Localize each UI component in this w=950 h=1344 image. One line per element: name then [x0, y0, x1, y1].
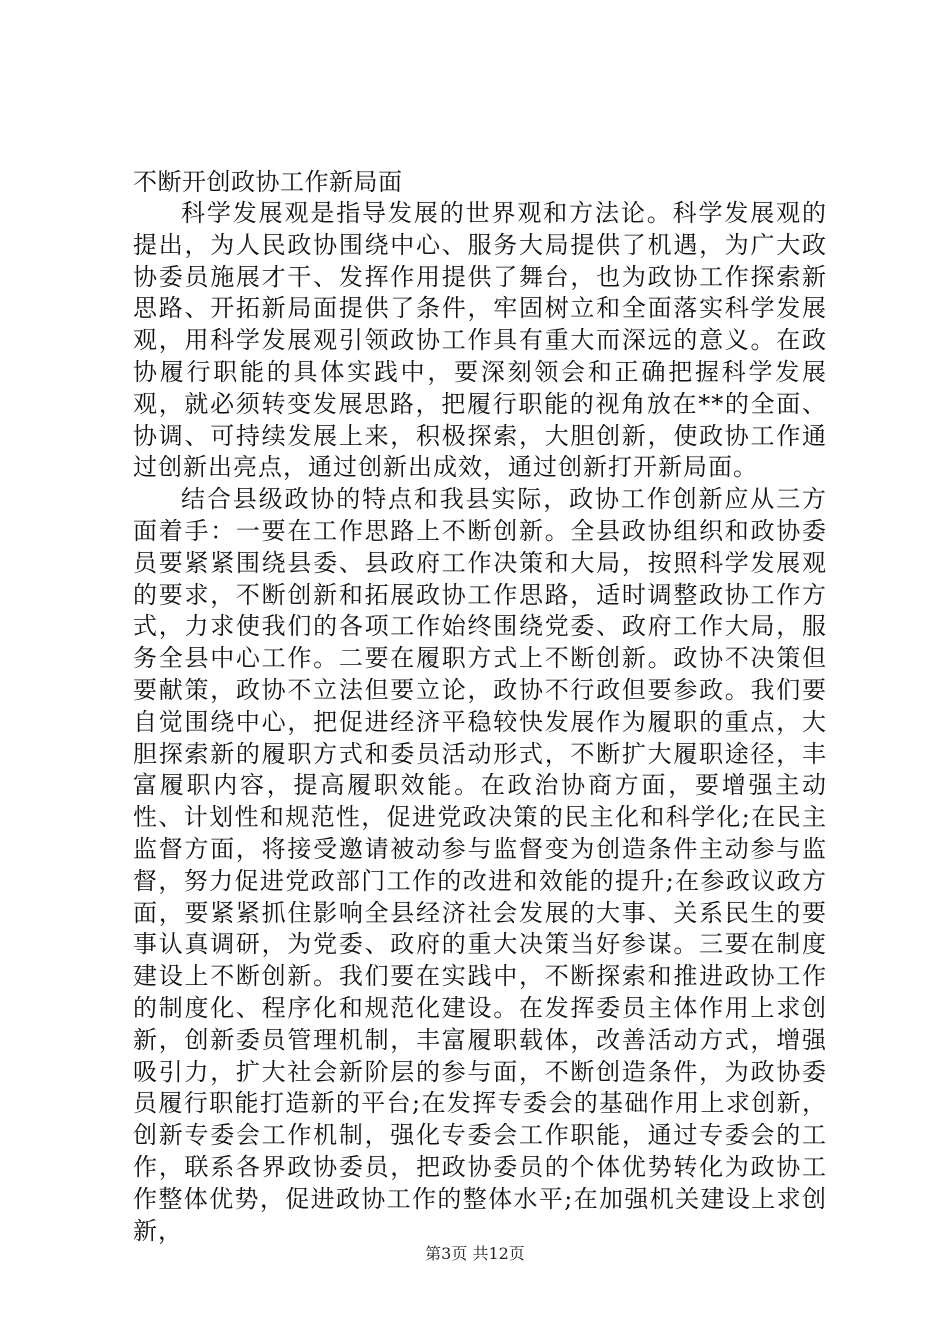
document-title: 不断开创政协工作新局面	[133, 168, 403, 196]
paragraph-1: 科学发展观是指导发展的世界观和方法论。科学发展观的提出，为人民政协围绕中心、服务大局提供了机遇，为广大政协委员施展才干、发挥作用提供了舞台，也为政协工作探索新思路、开拓新局面提供了条件，牢固树立和全面落实科学发展观，用科学发展观引领政协工作具有重大而深远的意义。在政协履行职能的具体实践中，要深刻领会和正确把握科学发展观，就必须转变发展思路，把履行职能的视角放在**的全面、协调、可持续发展上来，积极探索，大胆创新，使政协工作通过创新出亮点，通过创新出成效，通过创新打开新局面。	[133, 199, 827, 482]
paragraph-2: 结合县级政协的特点和我县实际，政协工作创新应从三方面着手：一要在工作思路上不断创新。全县政协组织和政协委员要紧紧围绕县委、县政府工作决策和大局，按照科学发展观的要求，不断创新和拓展政协工作思路，适时调整政协工作方式，力求使我们的各项工作始终围绕党委、政府工作大局，服务全县中心工作。二要在履职方式上不断创新。政协不决策但要献策，政协不立法但要立论，政协不行政但要参政。我们要自觉围绕中心，把促进经济平稳较快发展作为履职的重点，大胆探索新的履职方式和委员活动形式，不断扩大履职途径，丰富履职内容，提高履职效能。在政治协商方面，要增强主动性、计划性和规范性，促进党政决策的民主化和科学化;在民主监督方面，将接受邀请被动参与监督变为创造条件主动参与监督，努力促进党政部门工作的改进和效能的提升;在参政议政方面，要紧紧抓住影响全县经济社会发展的大事、关系民生的要事认真调研，为党委、政府的重大决策当好参谋。三要在制度建设上不断创新。我们要在实践中，不断探索和推进政协工作的制度化、程序化和规范化建设。在发挥委员主体作用上求创新，创新委员管理机制，丰富履职载体，改善活动方式，增强吸引力，扩大社会新阶层的参与面，不断创造条件，为政协委员履行职能打造新的平台;在发挥专委会的基础作用上求创新，创新专委会工作机制，强化专委会工作职能，通过专委会的工作，联系各界政协委员，把政协委员的个体优势转化为政协工作整体优势，促进政协工作的整体水平;在加强机关建设上求创新，	[133, 485, 827, 1245]
document-body	[133, 166, 827, 1247]
page-number-footer: 第3页 共12页	[425, 1244, 525, 1263]
